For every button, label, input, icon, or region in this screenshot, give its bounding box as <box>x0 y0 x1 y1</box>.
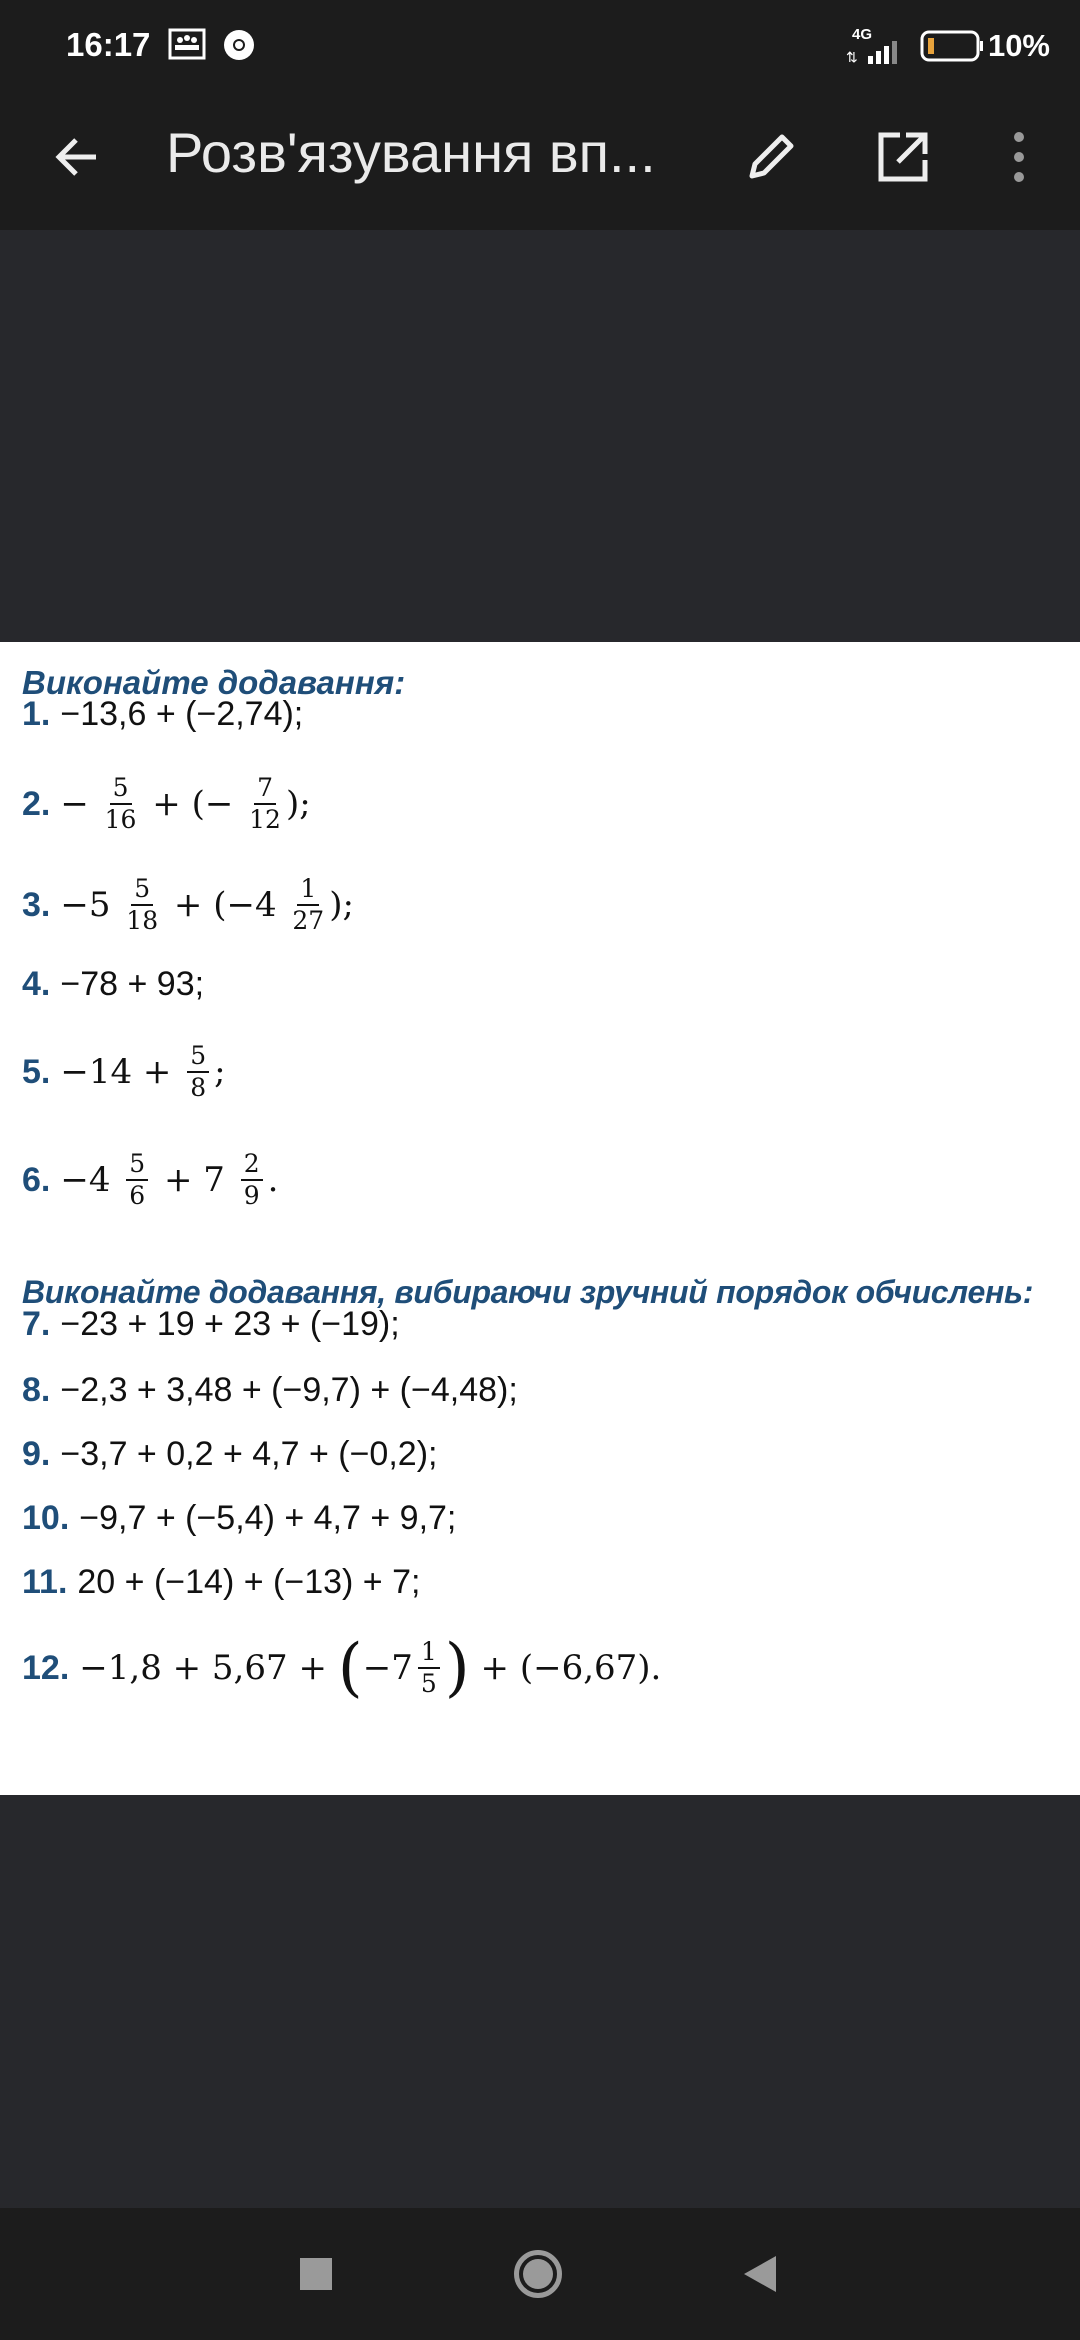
numerator: 5 <box>187 1041 209 1073</box>
expression-text: −5 <box>60 885 122 925</box>
section-heading-convenient-order: Виконайте додавання, вибираючи зручний порядок обчислень: <box>22 1274 1034 1310</box>
fraction <box>187 1041 209 1103</box>
expression-text: −23 + 19 + 23 + (−19); <box>60 1304 400 1343</box>
expression-text: . <box>267 1160 279 1200</box>
back-button[interactable] <box>42 122 112 192</box>
network-type: 4G <box>852 26 873 43</box>
back-triangle-icon[interactable] <box>742 2254 778 2294</box>
fraction <box>126 1149 148 1211</box>
expression-text: ); <box>329 885 354 925</box>
battery-icon <box>920 30 986 64</box>
expression-text: ); <box>285 784 311 824</box>
numerator: 1 <box>297 874 319 906</box>
problem-5 <box>22 1032 226 1112</box>
problem-11 <box>22 1542 420 1622</box>
problem-number: 4. <box>22 964 51 1003</box>
status-bar <box>0 0 1080 92</box>
denominator: 5 <box>420 1669 437 1698</box>
fraction <box>292 874 324 936</box>
denominator: 9 <box>243 1181 260 1210</box>
problem-number: 2. <box>22 784 51 823</box>
problem-1 <box>22 674 303 754</box>
document-title: Розв'язування вп... <box>166 121 656 184</box>
large-parenthesis: ( <box>337 1631 363 1705</box>
expression-text: + 7 <box>153 1160 236 1200</box>
problem-6 <box>22 1140 278 1220</box>
back-arrow-icon <box>52 132 102 182</box>
numerator: 5 <box>110 773 132 805</box>
fraction <box>126 874 158 936</box>
problem-number: 12. <box>22 1648 70 1687</box>
more-vert-icon <box>1009 130 1029 184</box>
expression-text: ; <box>214 1052 226 1092</box>
problem-number: 10. <box>22 1498 70 1537</box>
denominator: 27 <box>292 906 325 935</box>
expression-text: −4 <box>60 1160 122 1200</box>
section-heading-addition: Виконайте додавання: <box>22 664 406 701</box>
edit-button[interactable] <box>736 122 806 192</box>
numerator: 7 <box>254 773 276 805</box>
problem-number: 5. <box>22 1052 51 1091</box>
classroom-notification-icon <box>168 28 206 62</box>
expression-text: −1,8 + 5,67 + <box>79 1648 338 1688</box>
problem-number: 3. <box>22 885 51 924</box>
expression-text: + (−4 <box>163 885 288 925</box>
expression-text: + (−6,67). <box>469 1648 662 1688</box>
problem-3 <box>22 865 354 945</box>
problem-2 <box>22 764 311 844</box>
expression-text: −14 + <box>60 1052 183 1092</box>
fraction <box>249 773 281 835</box>
status-time: 16:17 <box>66 26 151 63</box>
problem-4 <box>22 944 204 1024</box>
numerator: 2 <box>241 1149 263 1181</box>
more-options-button[interactable] <box>984 122 1054 192</box>
fraction <box>105 773 137 835</box>
problem-number: 8. <box>22 1370 51 1409</box>
svg-text:⇅: ⇅ <box>846 49 858 64</box>
numerator: 5 <box>131 874 153 906</box>
expression-text: −7 <box>362 1648 413 1688</box>
problem-number: 11. <box>22 1562 68 1601</box>
expression-text: −3,7 + 0,2 + 4,7 + (−0,2); <box>60 1434 438 1473</box>
expression-text: −9,7 + (−5,4) + 4,7 + 9,7; <box>79 1498 457 1537</box>
expression-text: − <box>60 784 100 824</box>
fraction <box>241 1149 263 1211</box>
problem-12 <box>22 1628 661 1708</box>
navigation-bar <box>0 2208 1080 2340</box>
home-circle-icon[interactable] <box>514 2250 562 2298</box>
document-page <box>0 642 1080 1795</box>
app-bar <box>0 92 1080 230</box>
pencil-icon <box>744 130 798 184</box>
open-external-button[interactable] <box>868 122 938 192</box>
problem-number: 1. <box>22 694 51 733</box>
denominator: 6 <box>129 1181 146 1210</box>
denominator: 18 <box>126 906 159 935</box>
problem-number: 7. <box>22 1304 51 1343</box>
expression-text: 20 + (−14) + (−13) + 7; <box>77 1562 421 1601</box>
open-external-icon <box>876 130 930 184</box>
expression-text: −13,6 + (−2,74); <box>60 694 304 733</box>
recents-square-icon[interactable] <box>300 2258 332 2290</box>
denominator: 16 <box>104 805 137 834</box>
signal-icon <box>846 40 904 64</box>
denominator: 8 <box>190 1073 207 1102</box>
fraction <box>418 1637 440 1699</box>
problem-number: 9. <box>22 1434 51 1473</box>
numerator: 1 <box>418 1637 440 1669</box>
denominator: 12 <box>249 805 281 834</box>
large-parenthesis: ) <box>444 1631 470 1705</box>
problem-number: 6. <box>22 1160 51 1199</box>
expression-text: + (− <box>141 784 245 824</box>
chrome-icon <box>220 28 258 62</box>
expression-text: −2,3 + 3,48 + (−9,7) + (−4,48); <box>60 1370 518 1409</box>
expression-text: −78 + 93; <box>60 964 205 1003</box>
battery-percent: 10% <box>987 28 1050 63</box>
numerator: 5 <box>126 1149 148 1181</box>
